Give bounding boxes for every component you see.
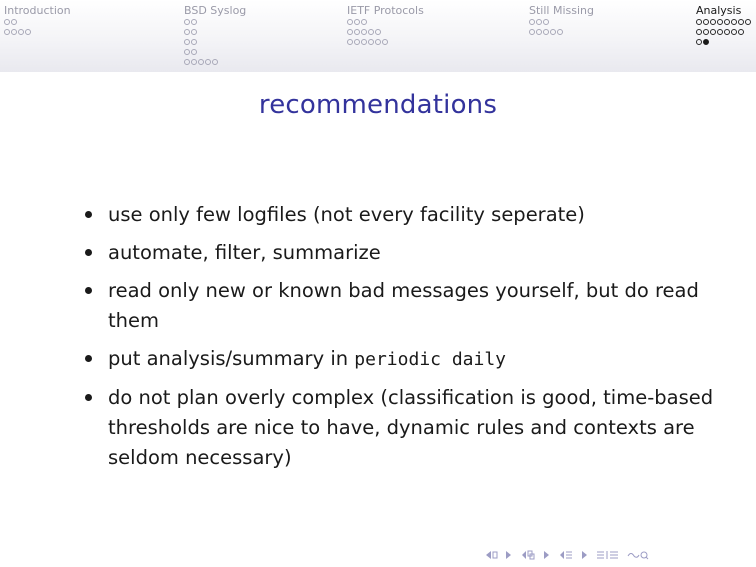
- nav-subsection-dots: [347, 28, 424, 37]
- nav-frame-dot[interactable]: [731, 29, 737, 35]
- nav-frame-dot[interactable]: [354, 39, 360, 45]
- nav-frame-dot[interactable]: [191, 29, 197, 35]
- nav-subsection-dots: [696, 38, 752, 47]
- bullet-dot-icon: [85, 287, 92, 294]
- nav-subsection-dots: [347, 38, 424, 47]
- nav-frame-dot[interactable]: [25, 29, 31, 35]
- nav-frame-dot[interactable]: [361, 29, 367, 35]
- nav-subsection-dots: [696, 28, 752, 37]
- nav-frame-dot[interactable]: [11, 19, 17, 25]
- nav-subsection-dots: [529, 18, 594, 27]
- nav-frame-dot[interactable]: [536, 19, 542, 25]
- nav-subsection-dots: [184, 28, 246, 37]
- nav-subsection-dots: [529, 28, 594, 37]
- search-icon[interactable]: [627, 550, 649, 560]
- nav-subsection-dots: [347, 18, 424, 27]
- nav-frame-dot[interactable]: [375, 39, 381, 45]
- nav-section-3[interactable]: [529, 4, 594, 37]
- nav-section-4[interactable]: [696, 4, 752, 47]
- nav-frame-dot[interactable]: [347, 39, 353, 45]
- nav-frame-dot[interactable]: [191, 19, 197, 25]
- nav-frame-dot[interactable]: [724, 19, 730, 25]
- bullet-item: [85, 276, 725, 336]
- nav-frame-dot[interactable]: [696, 29, 702, 35]
- nav-frame-dot[interactable]: [191, 39, 197, 45]
- nav-frame-dot[interactable]: [382, 39, 388, 45]
- bullet-dot-icon: [85, 355, 92, 362]
- nav-frame-dot[interactable]: [354, 29, 360, 35]
- bullet-text: put analysis/summary in: [108, 347, 355, 370]
- bullet-item: [85, 344, 725, 375]
- nav-frame-dot[interactable]: [738, 19, 744, 25]
- nav-frame-dot[interactable]: [347, 29, 353, 35]
- nav-frame-dot[interactable]: [696, 39, 702, 45]
- nav-section-title[interactable]: BSD Syslog: [184, 4, 247, 17]
- nav-frame-dot[interactable]: [184, 39, 190, 45]
- nav-frame-dot[interactable]: [184, 59, 190, 65]
- nav-frame-dot[interactable]: [529, 19, 535, 25]
- subsection-prev-icon[interactable]: [520, 550, 536, 560]
- nav-frame-dot[interactable]: [557, 29, 563, 35]
- nav-frame-dot[interactable]: [361, 19, 367, 25]
- section-next-icon[interactable]: [581, 550, 589, 560]
- nav-frame-dot[interactable]: [731, 19, 737, 25]
- nav-frame-dot[interactable]: [717, 19, 723, 25]
- nav-subsection-dots: [184, 18, 246, 27]
- nav-subsection-dots: [4, 18, 71, 27]
- bullet-dot-icon: [85, 211, 92, 218]
- nav-frame-dot[interactable]: [724, 29, 730, 35]
- nav-frame-dot[interactable]: [184, 49, 190, 55]
- nav-subsection-dots: [184, 58, 246, 67]
- nav-frame-dot[interactable]: [529, 29, 535, 35]
- section-prev-icon[interactable]: [558, 550, 574, 560]
- bullet-list: [85, 200, 725, 481]
- nav-section-title[interactable]: Analysis: [696, 4, 742, 17]
- nav-frame-dot[interactable]: [4, 19, 10, 25]
- nav-section-title[interactable]: IETF Protocols: [347, 4, 424, 17]
- frame-title: recommendations: [258, 90, 498, 120]
- nav-frame-dot[interactable]: [375, 29, 381, 35]
- nav-frame-dot[interactable]: [4, 29, 10, 35]
- nav-subsection-dots: [184, 48, 246, 57]
- bullet-code-text: periodic daily: [354, 349, 507, 370]
- nav-frame-dot[interactable]: [191, 49, 197, 55]
- bullet-text: read only new or known bad messages yourself, but do read them: [108, 279, 699, 332]
- nav-section-0[interactable]: [4, 4, 71, 37]
- nav-frame-dot[interactable]: [347, 19, 353, 25]
- nav-frame-dot[interactable]: [212, 59, 218, 65]
- nav-frame-dot[interactable]: [738, 29, 744, 35]
- nav-frame-dot[interactable]: [368, 39, 374, 45]
- bullet-text: automate, filter, summarize: [108, 241, 381, 264]
- nav-frame-dot[interactable]: [703, 19, 709, 25]
- nav-section-1[interactable]: [184, 4, 246, 67]
- bullet-text: use only few logfiles (not every facility seperate): [108, 203, 585, 226]
- bullet-item: [85, 383, 725, 473]
- nav-section-title[interactable]: Still Missing: [529, 4, 594, 17]
- nav-frame-dot[interactable]: [696, 19, 702, 25]
- frame-prev-icon[interactable]: [484, 550, 498, 560]
- nav-frame-dot[interactable]: [361, 39, 367, 45]
- nav-frame-dot[interactable]: [184, 19, 190, 25]
- nav-subsection-dots: [696, 18, 752, 27]
- nav-frame-dot[interactable]: [703, 39, 709, 45]
- nav-frame-dot[interactable]: [710, 29, 716, 35]
- bullet-text: do not plan overly complex (classification is good, time-based thresholds are nice to have, dynamic rules and contexts are seldom necessary): [108, 386, 714, 469]
- nav-frame-dot[interactable]: [11, 29, 17, 35]
- nav-frame-dot[interactable]: [543, 29, 549, 35]
- nav-frame-dot[interactable]: [536, 29, 542, 35]
- nav-frame-dot[interactable]: [18, 29, 24, 35]
- nav-section-title[interactable]: Introduction: [4, 4, 71, 17]
- frame-next-icon[interactable]: [505, 550, 513, 560]
- nav-frame-dot[interactable]: [354, 19, 360, 25]
- nav-section-2[interactable]: [347, 4, 424, 47]
- bullet-dot-icon: [85, 249, 92, 256]
- bullet-dot-icon: [85, 394, 92, 401]
- nav-frame-dot[interactable]: [191, 59, 197, 65]
- bullet-item: [85, 200, 725, 230]
- nav-frame-dot[interactable]: [198, 59, 204, 65]
- nav-frame-dot[interactable]: [184, 29, 190, 35]
- nav-frame-dot[interactable]: [368, 29, 374, 35]
- section-navigation-bar: [0, 0, 756, 72]
- nav-frame-dot[interactable]: [745, 19, 751, 25]
- nav-frame-dot[interactable]: [550, 29, 556, 35]
- nav-subsection-dots: [4, 28, 71, 37]
- nav-subsection-dots: [184, 38, 246, 47]
- footer-navigation-symbols: [484, 548, 649, 562]
- bullet-item: [85, 238, 725, 268]
- nav-frame-dot[interactable]: [717, 29, 723, 35]
- subsection-next-icon[interactable]: [543, 550, 551, 560]
- subsection-back-icon[interactable]: [596, 550, 620, 560]
- nav-frame-dot[interactable]: [710, 19, 716, 25]
- nav-frame-dot[interactable]: [543, 19, 549, 25]
- nav-frame-dot[interactable]: [703, 29, 709, 35]
- nav-frame-dot[interactable]: [205, 59, 211, 65]
